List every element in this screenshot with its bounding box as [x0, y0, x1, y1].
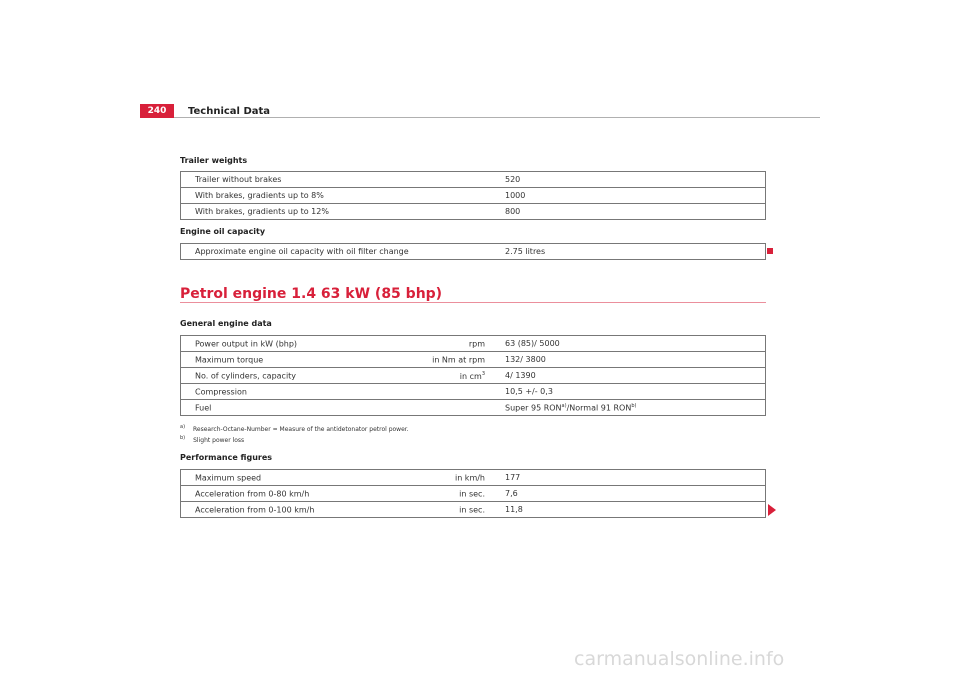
continue-arrow-icon: [768, 504, 776, 516]
row-value: 520: [491, 172, 766, 188]
row-label: Power output in kW (bhp): [195, 339, 298, 348]
row-value: 11,8: [491, 502, 766, 518]
table-row: [181, 188, 766, 204]
row-value: 63 (85)/ 5000: [491, 336, 766, 352]
page-title: Technical Data: [188, 106, 271, 117]
row-label: Fuel: [195, 403, 212, 412]
fuel-value-b: /Normal 91 RON: [566, 403, 632, 413]
oil-capacity-table: [180, 243, 766, 260]
row-label: Maximum speed: [195, 473, 262, 482]
row-label: Acceleration from 0-100 km/h: [195, 505, 315, 514]
header-rule: [174, 117, 820, 118]
row-unit: in sec.: [459, 505, 485, 514]
row-label: Trailer without brakes: [181, 172, 492, 188]
oil-capacity-heading: Engine oil capacity: [180, 227, 266, 236]
row-value: 800: [491, 204, 766, 220]
row-value: 10,5 +/- 0,3: [491, 384, 766, 400]
performance-heading: Performance figures: [180, 453, 273, 462]
footnote-ref-b: b): [631, 402, 637, 409]
page-number: 240: [140, 104, 174, 118]
general-engine-table: [180, 335, 766, 416]
performance-table: [180, 469, 766, 518]
row-unit: in cm: [459, 371, 482, 381]
table-row: [181, 384, 766, 400]
row-unit: in sec.: [459, 489, 485, 498]
row-label: Compression: [195, 387, 247, 396]
row-label: Maximum torque: [195, 355, 264, 364]
table-row: [181, 502, 766, 518]
row-value: 7,6: [491, 486, 766, 502]
section-rule: [180, 302, 766, 303]
footnote-mark: a): [180, 424, 186, 430]
table-row: [181, 336, 766, 352]
table-row: [181, 368, 766, 384]
unit-superscript: 3: [481, 370, 485, 377]
row-label: With brakes, gradients up to 8%: [181, 188, 492, 204]
table-row: [181, 244, 766, 260]
row-label: Acceleration from 0-80 km/h: [195, 489, 310, 498]
row-label: No. of cylinders, capacity: [195, 371, 297, 380]
section-title: Petrol engine 1.4 63 kW (85 bhp): [180, 286, 443, 302]
footnote-ref-a: a): [561, 402, 567, 409]
row-label: With brakes, gradients up to 12%: [181, 204, 492, 220]
table-row: [181, 204, 766, 220]
trailer-weights-table: [180, 171, 766, 220]
end-of-section-marker: [767, 248, 773, 254]
trailer-weights-heading: Trailer weights: [180, 156, 248, 165]
row-value: 1000: [491, 188, 766, 204]
row-value: 2.75 litres: [491, 244, 766, 260]
watermark: carmanualsonline.info: [574, 648, 785, 670]
row-value: 177: [491, 470, 766, 486]
fuel-value-a: Super 95 RON: [505, 403, 562, 413]
table-row: [181, 400, 766, 416]
row-unit: rpm: [468, 339, 485, 348]
footnotes: [180, 423, 409, 445]
table-row: [181, 352, 766, 368]
footnote-text: Slight power loss: [193, 437, 245, 444]
footnote-text: Research-Octane-Number = Measure of the antidetonator petrol power.: [193, 426, 409, 433]
row-value: 4/ 1390: [491, 368, 766, 384]
footnote: [180, 434, 409, 445]
table-row: [181, 470, 766, 486]
row-unit: in Nm at rpm: [432, 355, 485, 364]
footnote: [180, 423, 409, 434]
row-value: 132/ 3800: [491, 352, 766, 368]
footnote-mark: b): [180, 435, 186, 441]
table-row: [181, 172, 766, 188]
table-row: [181, 486, 766, 502]
row-unit: in km/h: [454, 473, 485, 482]
row-label: Approximate engine oil capacity with oil filter change: [181, 244, 492, 260]
general-engine-heading: General engine data: [180, 319, 272, 328]
